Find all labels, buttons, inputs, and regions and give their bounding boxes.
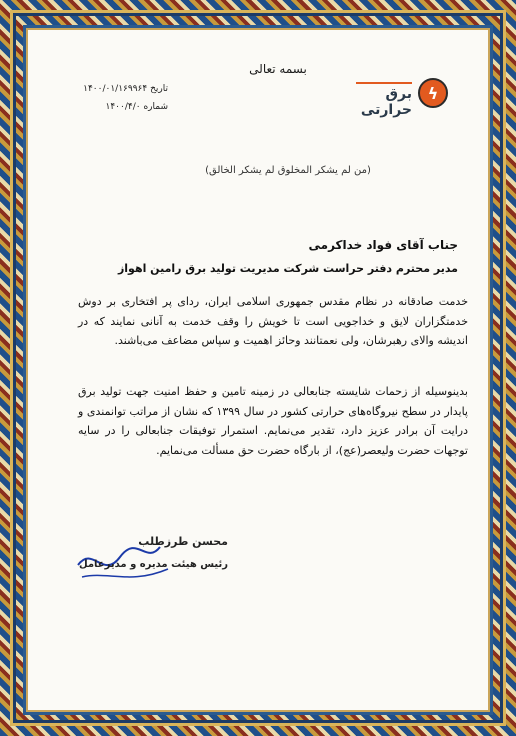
addressee-title: مدیر محترم دفتر حراست شرکت مدیریت تولید برق رامین اهواز [117, 262, 458, 275]
letter-number: شماره ۱۴۰۰/۴/۰ [105, 102, 168, 112]
signatory-name: محسن طرزطلب [138, 535, 228, 548]
logo-text: برق حرارتی [360, 86, 412, 118]
signatory-title: رئیس هیئت مدیره و مدیرعامل [78, 559, 228, 570]
signature-block [68, 535, 228, 605]
addressee-name: جناب آقای فواد خداکرمی [308, 238, 458, 252]
letter-paper [28, 30, 488, 710]
body-paragraph-2: بدینوسیله از زحمات شایسته جنابعالی در زمینه تامین و حفظ امنیت جهت تولید برق پایدار در سطح نیروگاه‌های حرارتی کشور در سال ۱۳۹۹ که نشان از مراتب توانمندی و درایت آن برادر عزیز دارد، تقدیر می‌نمایم. استمرار توفیقات جنابعالی را در سایه توجهات حضرت ولیعصر(عج)، از بارگاه حضرت حق مسألت می‌نمایم. [78, 385, 468, 457]
body-paragraph-1: خدمت صادقانه در نظام مقدس جمهوری اسلامی ایران، ردای پر افتخاری بر دوش خدمتگزاران لایق و خداجویی است تا خویش را وقف خدمت به آنانی نمایند که در اندیشه والای رهبرشان، ولی نعمتانند وحائز اهمیت و سپاس مضاعف می‌باشند. [78, 295, 468, 347]
letter-date: تاریخ ۱۴۰۰/۰۱/۱۶۹۹۶۴ [83, 84, 168, 94]
bismillah-heading: بسمه تعالی [249, 62, 307, 76]
company-logo [346, 74, 456, 118]
logo-accent-line [356, 82, 412, 84]
quote-line: (من لم یشکر المخلوق لم یشکر الخالق) [205, 165, 371, 176]
lightning-icon: ϟ [418, 78, 448, 108]
letter-meta [58, 80, 168, 116]
